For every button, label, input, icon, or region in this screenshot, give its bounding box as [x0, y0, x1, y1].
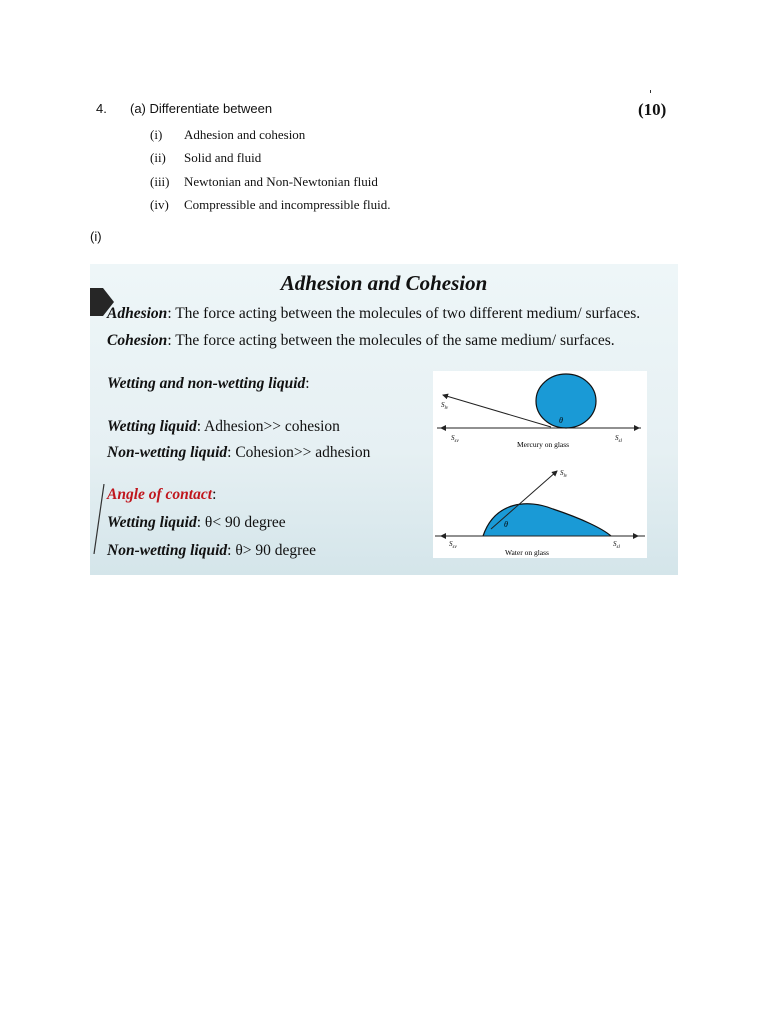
list-item-number: (i) — [150, 127, 163, 142]
angle-heading — [107, 486, 216, 504]
cohesion-definition — [107, 332, 615, 350]
nonwetting-angle-text: : θ> 90 degree — [227, 542, 317, 559]
list-item — [150, 197, 391, 213]
label-s-lv-top: $S_{lv}$ — [441, 401, 449, 411]
slide-title: Adhesion and Cohesion — [280, 271, 488, 295]
label-s-sl-top: $S_{sl}$ — [615, 434, 622, 444]
nonwetting-angle-line — [107, 542, 316, 560]
angle-heading-colon: : — [212, 486, 217, 503]
wetting-liquid-term: Wetting liquid — [107, 418, 197, 435]
cohesion-term: Cohesion — [107, 332, 168, 349]
wetting-liquid-line — [107, 418, 340, 436]
water-drop — [483, 504, 611, 536]
label-s-sv-top: $S_{sv}$ — [451, 434, 459, 444]
label-s-sl-bottom: $S_{sl}$ — [613, 540, 620, 550]
list-item-number: (ii) — [150, 150, 166, 165]
list-item — [150, 174, 378, 190]
water-drop-diagram — [435, 469, 645, 557]
angle-heading-text: Angle of contact — [107, 486, 213, 503]
list-item-text: Solid and fluid — [184, 150, 262, 165]
wetting-angle-term: Wetting liquid — [107, 514, 197, 531]
list-item-number: (iii) — [150, 174, 170, 189]
nonwetting-liquid-line — [107, 444, 370, 462]
list-item — [150, 150, 261, 166]
wetting-heading-text: Wetting and non-wetting liquid — [107, 375, 306, 392]
nonwetting-angle-term: Non-wetting liquid — [107, 542, 228, 559]
margin-mark — [650, 90, 651, 93]
adhesion-definition — [107, 305, 640, 323]
wetting-heading-colon: : — [305, 375, 310, 392]
mercury-drop — [536, 374, 596, 428]
label-s-lv-bottom: $S_{lv}$ — [560, 469, 568, 479]
list-item-text: Newtonian and Non-Newtonian fluid — [184, 174, 378, 189]
nonwetting-liquid-text: : Cohesion>> adhesion — [227, 444, 371, 461]
question-heading: (a) Differentiate between — [130, 101, 273, 116]
list-item — [150, 127, 305, 143]
mercury-drop-diagram — [437, 374, 641, 449]
nonwetting-liquid-term: Non-wetting liquid — [107, 444, 228, 461]
list-item-number: (iv) — [150, 197, 169, 212]
question-marks: (10) — [638, 100, 667, 119]
slash-decoration-icon — [92, 484, 106, 554]
wetting-angle-line — [107, 514, 286, 532]
adhesion-text: : The force acting between the molecules of two different medium/ surfaces. — [167, 305, 641, 322]
wetting-heading — [107, 375, 310, 393]
contact-angle-figure — [433, 371, 647, 558]
cohesion-text: : The force acting between the molecules of the same medium/ surfaces. — [167, 332, 615, 349]
list-item-text: Compressible and incompressible fluid. — [184, 197, 391, 212]
label-s-sv-bottom: $S_{sv}$ — [449, 540, 457, 550]
question-number: 4. — [96, 101, 107, 116]
list-item-text: Adhesion and cohesion — [184, 127, 306, 142]
adhesion-term: Adhesion — [107, 305, 168, 322]
slide-image — [90, 264, 678, 575]
water-caption: Water on glass — [505, 548, 549, 557]
theta-label-bottom: θ — [504, 520, 508, 529]
wetting-liquid-text: : Adhesion>> cohesion — [196, 418, 340, 435]
wetting-angle-text: : θ< 90 degree — [196, 514, 286, 531]
theta-label-top: θ — [559, 416, 563, 425]
part-label: (i) — [90, 229, 102, 244]
mercury-caption: Mercury on glass — [517, 440, 570, 449]
